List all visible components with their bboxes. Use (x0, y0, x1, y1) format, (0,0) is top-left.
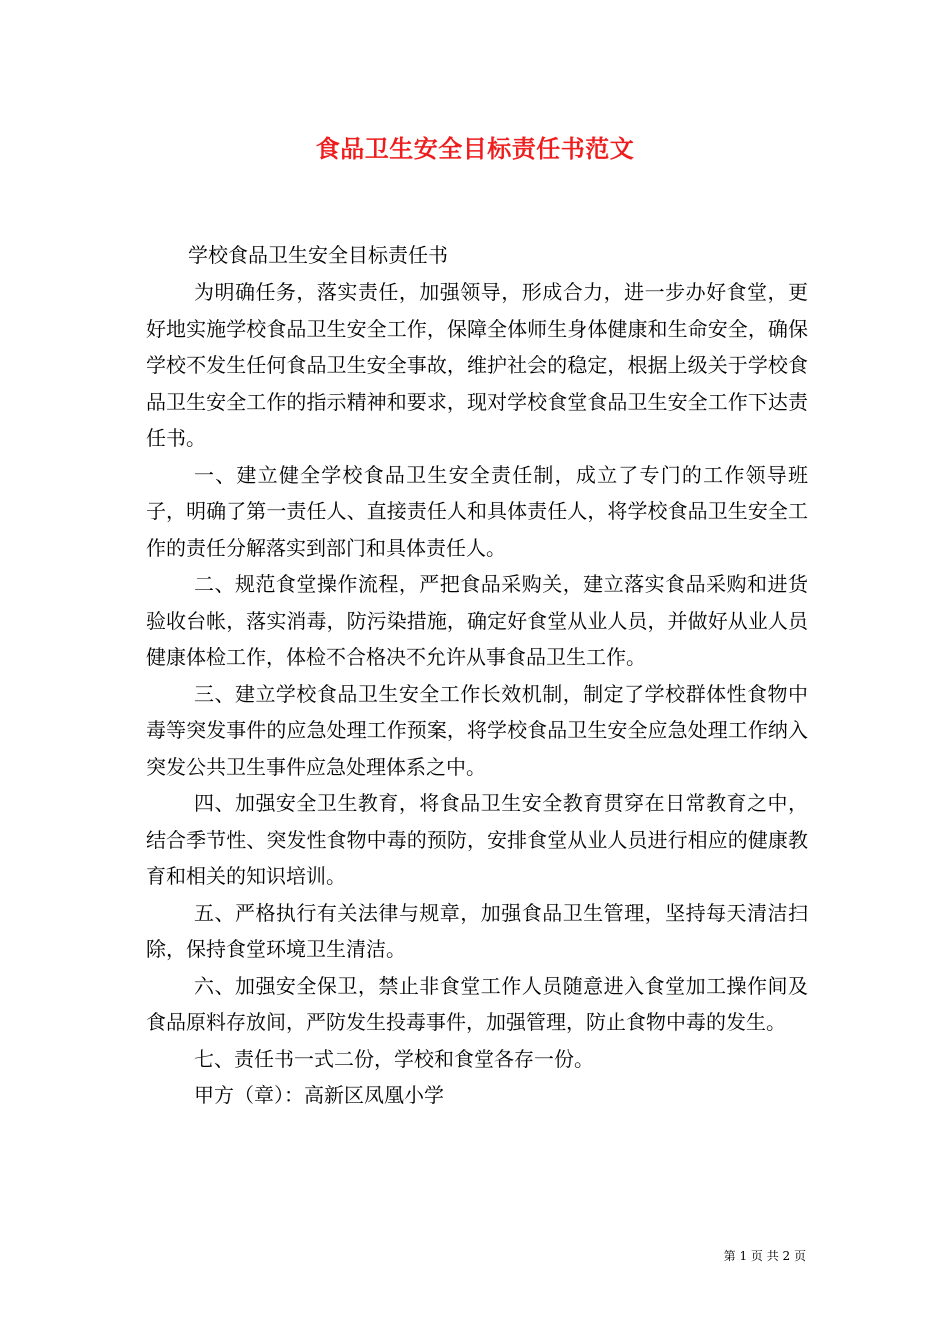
paragraph-intro: 为明确任务，落实责任，加强领导，形成合力，进一步办好食堂，更好地实施学校食品卫生安全工作，保障全体师生身体健康和生命安全，确保学校不发生任何食品卫生安全事故，维护社会的稳定，根据上级关于学校食品卫生安全工作的指示精神和要求，现对学校食堂食品卫生安全工作下达责任书。 (146, 280, 808, 450)
paragraph-item-1: 一、建立健全学校食品卫生安全责任制，成立了专门的工作领导班子，明确了第一责任人、直接责任人和具体责任人，将学校食品卫生安全工作的责任分解落实到部门和具体责任人。 (146, 462, 808, 560)
page-number: 第 1 页 共 2 页 (723, 1249, 806, 1263)
document-body (146, 274, 808, 1114)
paragraph-item-7: 七、责任书一式二份，学校和食堂各存一份。 (194, 1046, 594, 1071)
document-subtitle: 学校食品卫生安全目标责任书 (188, 243, 448, 267)
paragraph-item-5: 五、严格执行有关法律与规章，加强食品卫生管理，坚持每天清洁扫除，保持食堂环境卫生清洁。 (146, 900, 808, 961)
signature-line: 甲方（章）：高新区凤凰小学 (194, 1083, 444, 1107)
page-title: 食品卫生安全目标责任书范文 (315, 134, 635, 163)
paragraph-item-2: 二、规范食堂操作流程，严把食品采购关，建立落实食品采购和进货验收台帐，落实消毒，防污染措施，确定好食堂从业人员，并做好从业人员健康体检工作，体检不合格决不允许从事食品卫生工作。 (146, 572, 808, 669)
paragraph-item-3: 三、建立学校食品卫生安全工作长效机制，制定了学校群体性食物中毒等突发事件的应急处理工作预案，将学校食品卫生安全应急处理工作纳入突发公共卫生事件应急处理体系之中。 (146, 681, 808, 779)
paragraph-item-4: 四、加强安全卫生教育，将食品卫生安全教育贯穿在日常教育之中，结合季节性、突发性食物中毒的预防，安排食堂从业人员进行相应的健康教育和相关的知识培训。 (146, 791, 808, 888)
paragraph-item-6: 六、加强安全保卫，禁止非食堂工作人员随意进入食堂加工操作间及食品原料存放间，严防发生投毒事件，加强管理，防止食物中毒的发生。 (146, 973, 808, 1034)
